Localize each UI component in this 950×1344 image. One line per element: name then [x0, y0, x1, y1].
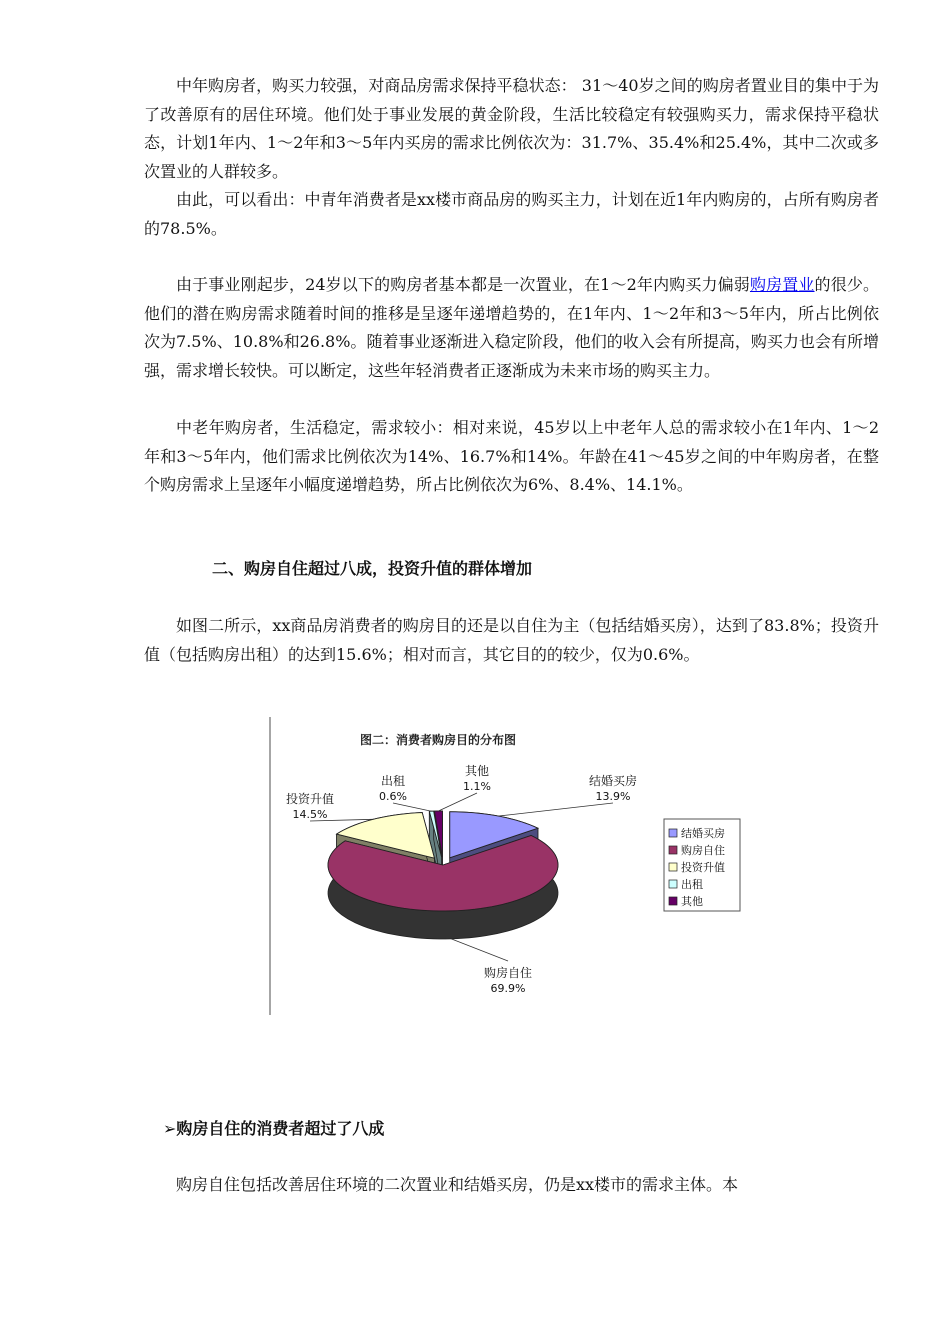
- legend-item: 结婚买房: [681, 827, 725, 840]
- paragraph-older-buyers: 中老年购房者，生活稳定，需求较小：相对来说，45岁以上中老年人总的需求较小在1年内、1～2年和3～5年内，他们需求比例依次为14%、16.7%和14%。年龄在41～45岁之间的中年购房者，在整个购房需求上呈逐年小幅度递增趋势，所占比例依次为6%、8.4%、14.1%。: [144, 418, 879, 494]
- legend-swatch: [669, 846, 677, 854]
- pie-label-name: 投资升值: [285, 792, 335, 806]
- pie-label-value: 13.9%: [595, 790, 631, 803]
- paragraph-self-occupation: 购房自住包括改善居住环境的二次置业和结婚买房，仍是xx楼市的需求主体。本: [176, 1175, 739, 1194]
- paragraph-young-buyers-text-b: 的很少。他们的潜在购房需求随着时间的推移是呈逐年递增趋势的，在1年内、1～2年和3～5年内，所占比例依次为7.5%、10.8%和26.8%。随着事业逐渐进入稳定阶段，他们的收入会有所提高，购买力也会有所增强，需求增长较快。可以断定，这些年轻消费者正逐渐成为未来市场的购买主力。: [144, 275, 879, 380]
- pie-label-value: 0.6%: [379, 790, 407, 803]
- bullet-arrow-icon: ➢: [163, 1119, 177, 1138]
- legend-swatch: [669, 897, 677, 905]
- legend-item: 其他: [681, 895, 703, 908]
- legend-item: 购房自住: [681, 844, 725, 857]
- pie-label-name: 购房自住: [483, 966, 533, 980]
- paragraph-young-buyers: [144, 271, 879, 385]
- pie-slices: [328, 811, 558, 939]
- pie-label-value: 14.5%: [292, 808, 328, 821]
- legend-item: 投资升值: [681, 861, 725, 874]
- leader-line: [498, 803, 613, 816]
- legend-item: 出租: [681, 878, 703, 891]
- bullet-heading-text: 购房自住的消费者超过了八成: [176, 1119, 385, 1138]
- chart-title: 图二：消费者购房目的分布图: [359, 733, 517, 747]
- leader-line: [451, 939, 508, 961]
- paragraph-middle-aged-buyers: 中年购房者，购买力较强，对商品房需求保持平稳状态： 31～40岁之间的购房者置业目的集中于为了改善原有的居住环境。他们处于事业发展的黄金阶段，生活比较稳定有较强购买力，需求保持平稳状态，计划1年内、1～2年和3～5年内买房的需求比例依次为：31.7%、35.4%和25.4%，其中二次或多次置业的人群较多。: [144, 76, 879, 181]
- legend-swatch: [669, 880, 677, 888]
- link-home-purchase[interactable]: 购房置业: [749, 275, 815, 294]
- leader-line: [393, 803, 431, 811]
- pie-label-value: 1.1%: [463, 780, 491, 793]
- pie-label-name: 出租: [380, 774, 406, 788]
- pie-chart-svg: [268, 715, 758, 1015]
- section-heading-2: 二、购房自住超过八成，投资升值的群体增加: [212, 559, 533, 578]
- pie-label-name: 结婚买房: [588, 774, 638, 788]
- pie-label-name: 其他: [464, 764, 490, 778]
- legend-swatch: [669, 863, 677, 871]
- leader-line: [438, 793, 477, 811]
- chart-legend: [664, 819, 740, 911]
- pie-label-value: 69.9%: [490, 982, 526, 995]
- pie-chart-figure: [268, 715, 758, 1015]
- paragraph-purchase-purpose: 如图二所示，xx商品房消费者的购房目的还是以自住为主（包括结婚买房），达到了83.8%；投资升值（包括购房出租）的达到15.6%；相对而言，其它目的的较少，仅为0.6%。: [144, 616, 879, 664]
- paragraph-conclusion: 由此，可以看出：中青年消费者是xx楼市商品房的购买主力，计划在近1年内购房的，占所有购房者的78.5%。: [144, 190, 879, 238]
- legend-swatch: [669, 829, 677, 837]
- paragraph-young-buyers-text-a: 由于事业刚起步，24岁以下的购房者基本都是一次置业，在1～2年内购买力偏弱: [176, 275, 750, 294]
- bullet-heading: [163, 1116, 384, 1139]
